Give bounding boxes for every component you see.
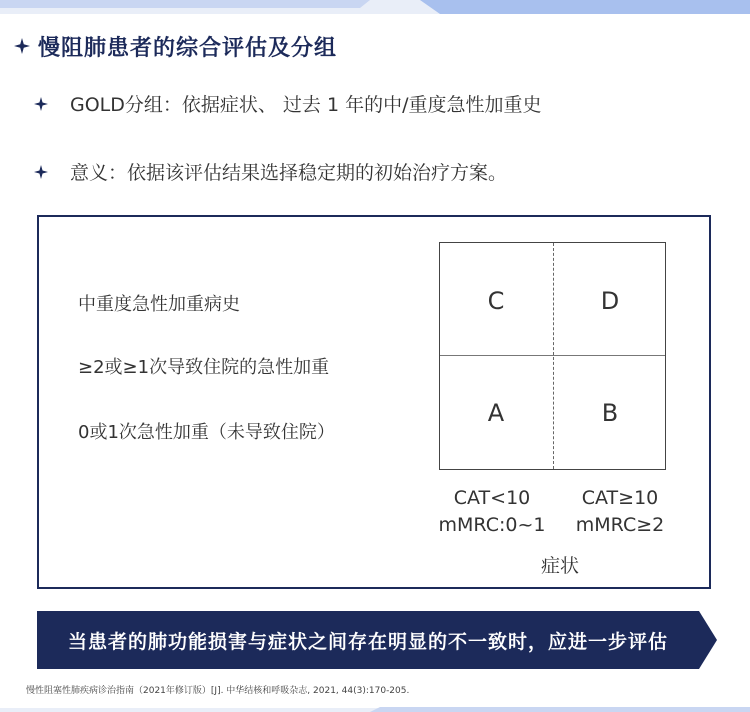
top-decoration <box>0 0 750 14</box>
cat-low-label: CAT<10 <box>453 487 531 509</box>
low-risk-row-label: 0或1次急性加重（未导致住院） <box>78 422 335 443</box>
conclusion-banner <box>37 611 717 669</box>
mmrc-high-label: mMRC≥2 <box>575 514 665 536</box>
title-row <box>14 30 337 62</box>
four-point-star-icon <box>34 165 48 179</box>
bullet-text: 意义：依据该评估结果选择稳定期的初始治疗方案。 <box>70 162 508 184</box>
banner-text: 当患者的肺功能损害与症状之间存在明显的不一致时，应进一步评估 <box>67 630 668 653</box>
bullet-significance <box>34 158 507 185</box>
four-point-star-icon <box>34 97 48 111</box>
reference-footnote: 慢性阻塞性肺疾病诊治指南（2021年修订版）[J]. 中华结核和呼吸杂志, 2021, 44(3):170-205. <box>26 686 410 696</box>
group-c-cell: C <box>487 287 505 315</box>
high-symptom-axis-label <box>560 485 680 539</box>
high-risk-row-label: ≥2或≥1次导致住院的急性加重 <box>78 357 330 378</box>
symptom-axis-title: 症状 <box>540 555 579 577</box>
low-symptom-axis-label <box>432 485 552 539</box>
bottom-decoration <box>0 704 750 712</box>
group-d-cell: D <box>600 287 620 315</box>
cat-high-label: CAT≥10 <box>581 487 659 509</box>
bullet-text: GOLD分组：依据症状、 过去 1 年的中/重度急性加重史 <box>70 94 542 116</box>
mmrc-low-label: mMRC:0~1 <box>438 514 546 536</box>
page-title: 慢阻肺患者的综合评估及分组 <box>38 35 338 61</box>
group-a-cell: A <box>487 399 505 427</box>
group-b-cell: B <box>601 399 619 427</box>
bullet-gold-grouping <box>34 90 542 117</box>
four-point-star-icon <box>14 38 30 54</box>
exacerbation-history-label: 中重度急性加重病史 <box>78 294 240 315</box>
gold-group-grid <box>439 242 666 470</box>
